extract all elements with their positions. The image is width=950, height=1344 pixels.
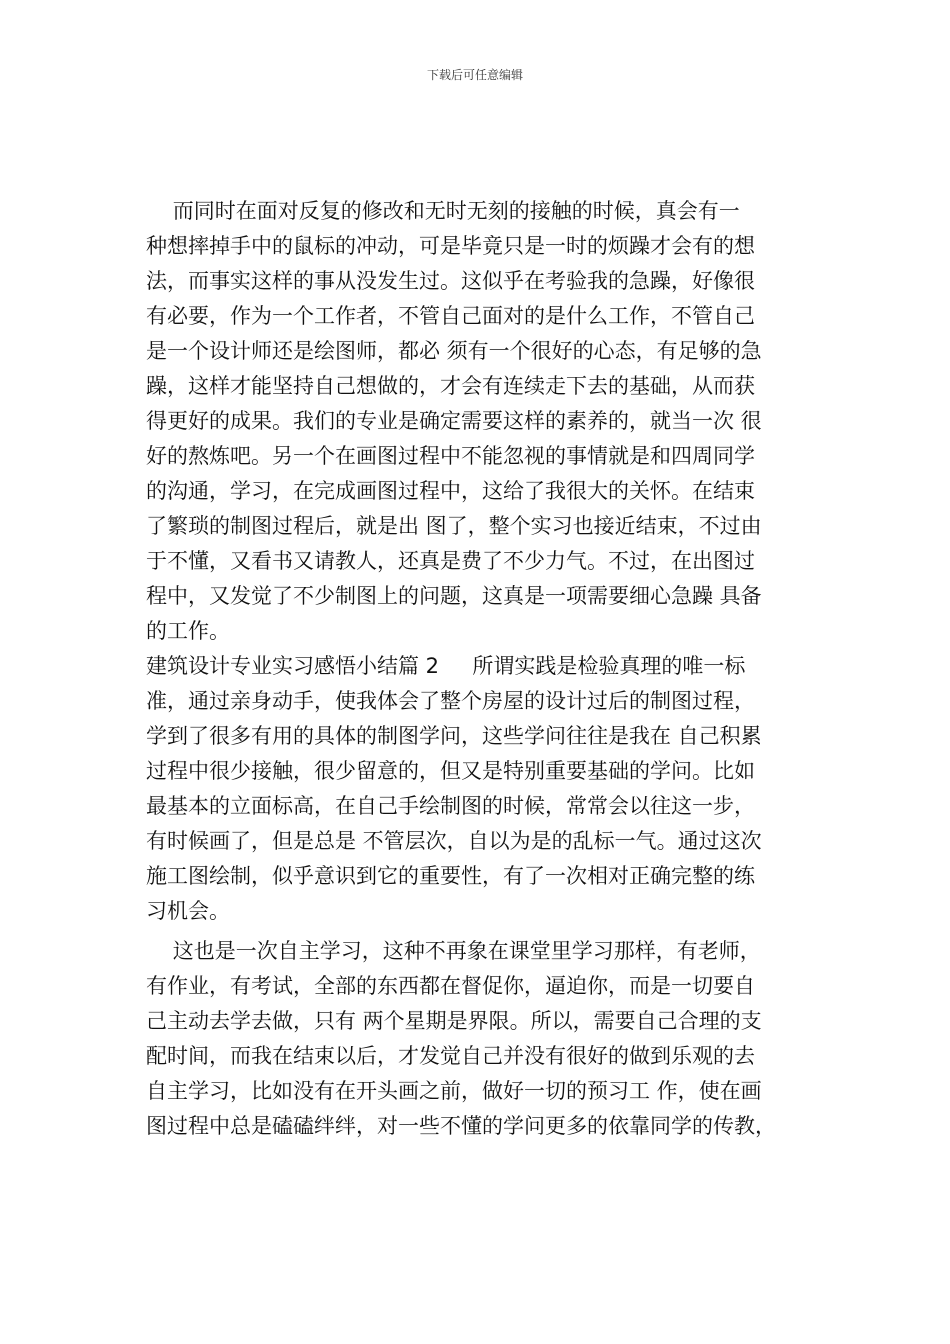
text-line: 于不懂，又看书又请教人，还真是费了不少力气。不过，在出图过 — [146, 549, 755, 573]
text-line: 准，通过亲身动手，使我体会了整个房屋的设计过后的制图过程， — [146, 689, 755, 713]
section-title-line: 建筑设计专业实习感悟小结篇 2 所谓实践是检验真理的唯一标 — [146, 654, 746, 678]
text-line: 有必要，作为一个工作者，不管自己面对的是什么工作，不管自己 — [146, 304, 755, 328]
text-line: 图过程中总是磕磕绊绊，对一些不懂的学问更多的依靠同学的传教， — [146, 1114, 776, 1138]
text-line: 配时间，而我在结束以后，才发觉自己并没有很好的做到乐观的去 — [146, 1044, 755, 1068]
text-line: 的沟通，学习，在完成画图过程中，这给了我很大的关怀。在结束 — [146, 479, 755, 503]
text-line: 有时候画了，但是总是 不管层次，自以为是的乱标一气。通过这次 — [146, 829, 762, 853]
text-line: 好的熬炼吧。另一个在画图过程中不能忽视的事情就是和四周同学 — [146, 444, 755, 468]
text-line: 过程中很少接触，很少留意的，但又是特别重要基础的学问。比如 — [146, 759, 755, 783]
text-line: 自主学习，比如没有在开头画之前，做好一切的预习工 作，使在画 — [146, 1079, 762, 1103]
text-line: 最基本的立面标高，在自己手绘制图的时候，常常会以往这一步， — [146, 794, 755, 818]
text-line: 种想摔掉手中的鼠标的冲动，可是毕竟只是一时的烦躁才会有的想 — [146, 234, 755, 258]
text-line: 了繁琐的制图过程后，就是出 图了，整个实习也接近结束，不过由 — [146, 514, 762, 538]
text-line: 的工作。 — [146, 619, 230, 643]
text-line: 程中，又发觉了不少制图上的问题，这真是一项需要细心急躁 具备 — [146, 584, 762, 608]
text-line: 法，而事实这样的事从没发生过。这似乎在考验我的急躁，好像很 — [146, 269, 755, 293]
text-line: 习机会。 — [146, 899, 230, 923]
text-line: 学到了很多有用的具体的制图学问，这些学问往往是我在 自己积累 — [146, 724, 762, 748]
text-line: 己主动去学去做，只有 两个星期是界限。所以，需要自己合理的支 — [146, 1009, 762, 1033]
page-header: 下载后可任意编辑 — [426, 68, 523, 82]
text-line: 有作业，有考试，全部的东西都在督促你，逼迫你，而是一切要自 — [146, 974, 755, 998]
text-line: 躁，这样才能坚持自己想做的，才会有连续走下去的基础，从而获 — [146, 374, 755, 398]
text-line: 得更好的成果。我们的专业是确定需要这样的素养的，就当一次 很 — [146, 409, 762, 433]
text-line: 这也是一次自主学习，这种不再象在课堂里学习那样，有老师， — [146, 939, 761, 963]
text-line: 是一个设计师还是绘图师，都必 须有一个很好的心态，有足够的急 — [146, 339, 762, 363]
text-line: 施工图绘制，似乎意识到它的重要性，有了一次相对正确完整的练 — [146, 864, 755, 888]
text-line: 而同时在面对反复的修改和无时无刻的接触的时候，真会有一 — [146, 199, 740, 223]
